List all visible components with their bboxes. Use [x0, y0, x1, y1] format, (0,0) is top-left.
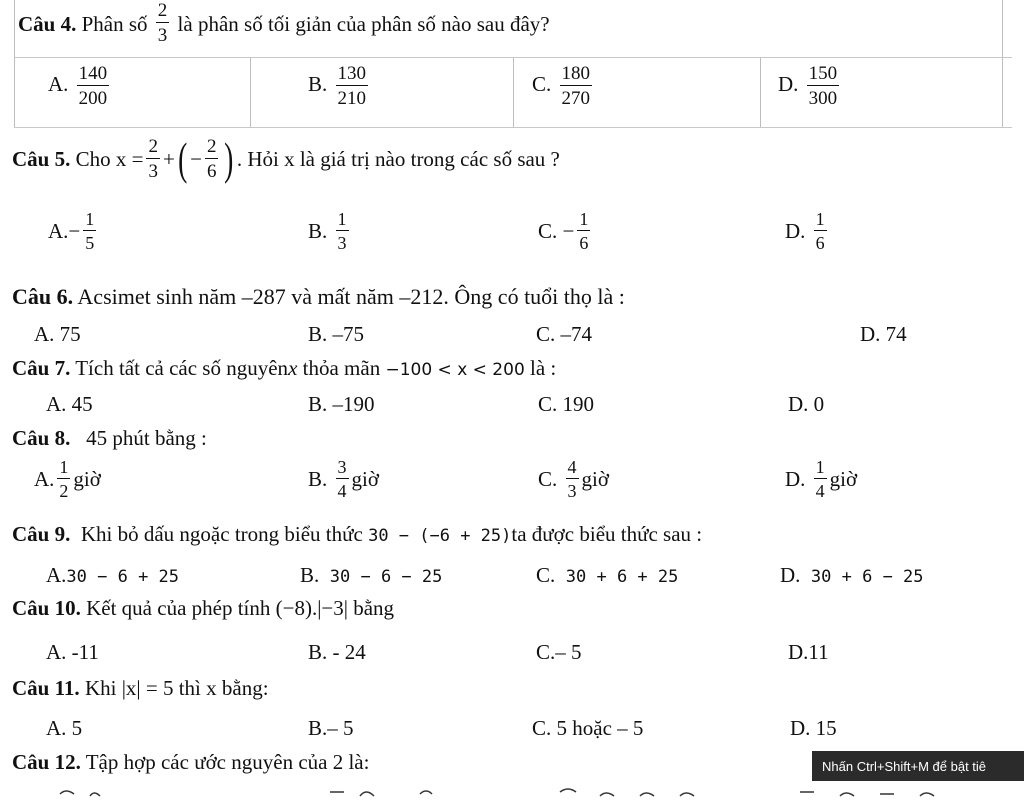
option-a[interactable]: A. 45 — [46, 392, 93, 416]
option-c[interactable]: C. − $\frac{1}{6}$ — [538, 209, 589, 253]
option-b[interactable]: B. –75 — [308, 322, 365, 346]
question-label: Câu 5. — [12, 146, 71, 171]
option-a[interactable]: A. 75 — [34, 322, 81, 346]
fraction: $\frac{180}{270}$ — [561, 63, 591, 109]
clipped-next-line — [0, 786, 1024, 802]
question-11 — [12, 676, 269, 701]
right-paren: ) — [224, 133, 234, 184]
table-border-mid3 — [760, 57, 761, 128]
fraction: $\frac{1}{3}$ — [337, 209, 347, 253]
question-text: Tích tất cả các số nguyên — [75, 356, 289, 380]
table-border-mid2 — [513, 57, 514, 128]
inequality: −100 < x < 200 — [385, 360, 525, 380]
option-a[interactable]: A. − $\frac{1}{5}$ — [48, 209, 95, 253]
question-label: Câu 11. — [12, 676, 80, 700]
option-d[interactable]: D. 15 — [790, 716, 837, 740]
option-b[interactable]: B.– 5 — [308, 716, 354, 740]
question-text: thỏa mãn — [302, 356, 381, 380]
option-c[interactable]: C. –74 — [536, 322, 593, 346]
option-c[interactable]: C. $\frac{180}{270}$ — [532, 63, 591, 109]
question-text: là : — [530, 356, 557, 380]
question-10 — [12, 596, 394, 621]
option-d[interactable]: D. $\frac{150}{300}$ — [778, 63, 838, 109]
question-text: Tập hợp các ước nguyên của 2 là: — [85, 750, 370, 774]
fraction: $\frac{1}{6}$ — [579, 209, 589, 253]
option-b[interactable]: B. –190 — [308, 392, 375, 416]
option-a[interactable]: A. $\frac{140}{200}$ — [48, 63, 108, 109]
fraction: $\frac{2}{3}$ — [148, 136, 158, 182]
fraction: $\frac{3}{4}$ — [337, 457, 347, 501]
question-label: Câu 4. — [18, 11, 77, 36]
fraction: $\frac{1}{4}$ — [815, 457, 825, 501]
option-b[interactable]: B. $\frac{130}{210}$ — [308, 63, 367, 109]
option-b[interactable]: B. 30 − 6 − 25 — [300, 563, 443, 587]
option-d[interactable]: D. $\frac{1}{6}$ — [785, 209, 825, 253]
question-text: Phân số — [81, 11, 148, 36]
question-text: Khi bỏ dấu ngoặc trong biểu thức — [80, 522, 363, 546]
option-c[interactable]: C.– 5 — [536, 640, 582, 664]
question-6 — [12, 284, 625, 310]
table-line-top — [14, 57, 1012, 58]
question-7: Câu 7. Tích tất cả các số nguyênx thỏa mãn −100 < x < 200 là : — [12, 356, 557, 380]
expression: 30 − (−6 + 25) — [368, 526, 512, 546]
question-text: là phân số tối giản của phân số nào sau đây? — [177, 11, 550, 36]
fraction: $\frac{1}{5}$ — [85, 209, 95, 253]
option-b[interactable]: B. $\frac{1}{3}$ — [308, 209, 347, 253]
question-5: Câu 5. Cho x = $\frac{2}{3}$ + ( − $\frac{2}{6}$ ) . Hỏi x là giá trị nào trong các số sau ? — [12, 133, 560, 184]
fraction: $\frac{2}{6}$ — [206, 136, 217, 182]
option-c[interactable]: C. 190 — [538, 392, 595, 416]
question-label: Câu 6. — [12, 284, 74, 309]
fraction: $\frac{130}{210}$ — [337, 63, 367, 109]
table-border-left — [14, 0, 15, 128]
question-8 — [12, 426, 207, 451]
question-text: bằng — [353, 596, 395, 620]
option-d[interactable]: D. $\frac{1}{4}$ giờ — [785, 457, 858, 501]
question-text: thì x bằng: — [178, 676, 269, 700]
option-b[interactable]: B. - 24 — [308, 640, 366, 664]
fraction: $\frac{140}{200}$ — [78, 63, 108, 109]
option-d[interactable]: D. 0 — [788, 392, 825, 416]
option-c[interactable]: C. $\frac{4}{3}$ giờ — [538, 457, 609, 501]
question-text: Kết quả của phép tính — [86, 596, 271, 620]
question-label: Câu 10. — [12, 596, 81, 620]
fraction: $\frac{1}{2}$ — [59, 457, 69, 501]
clipped-glyphs — [0, 786, 1024, 802]
question-label: Câu 7. — [12, 356, 71, 380]
option-a[interactable]: A. $\frac{1}{2}$ giờ — [34, 457, 101, 501]
question-text: ta được biểu thức sau : — [511, 522, 703, 546]
question-text: Khi — [84, 676, 117, 700]
option-d[interactable]: D.11 — [788, 640, 829, 664]
option-a[interactable]: A. -11 — [46, 640, 99, 664]
table-border-right — [1002, 0, 1003, 128]
fraction: $\frac{1}{6}$ — [815, 209, 825, 253]
option-d[interactable]: D. 74 — [860, 322, 907, 346]
expression: |x| = 5 — [121, 676, 174, 700]
question-text: Cho — [75, 146, 111, 171]
question-label: Câu 8. — [12, 426, 71, 450]
fraction: $\frac{4}{3}$ — [567, 457, 577, 501]
question-label: Câu 9. — [12, 522, 71, 546]
option-c[interactable]: C. 30 + 6 + 25 — [536, 563, 679, 587]
table-line-bottom — [14, 127, 1012, 128]
expression: (−8).|−3| — [275, 596, 348, 620]
question-text: 45 phút bằng : — [86, 426, 207, 450]
fraction: $\frac{150}{300}$ — [808, 63, 838, 109]
fraction: $\frac{2}{3}$ — [157, 0, 168, 46]
left-paren: ( — [177, 133, 188, 184]
question-text: Acsimet sinh năm –287 và mất năm –212. Ông có tuổi thọ là : — [77, 284, 625, 309]
question-9 — [12, 522, 702, 547]
option-c[interactable]: C. 5 hoặc – 5 — [532, 716, 644, 740]
question-4 — [18, 0, 550, 48]
option-a[interactable]: A. 5 — [46, 716, 83, 740]
notification-toast[interactable]: Nhấn Ctrl+Shift+M để bật tiê — [812, 751, 1024, 781]
option-a[interactable]: A.30 − 6 + 25 — [46, 563, 180, 587]
question-12 — [12, 750, 369, 775]
option-d[interactable]: D. 30 + 6 − 25 — [780, 563, 924, 587]
option-b[interactable]: B. $\frac{3}{4}$ giờ — [308, 457, 379, 501]
question-text: . Hỏi x là giá trị nào trong các số sau ? — [236, 146, 560, 171]
table-border-mid1 — [250, 57, 251, 128]
question-label: Câu 12. — [12, 750, 81, 774]
